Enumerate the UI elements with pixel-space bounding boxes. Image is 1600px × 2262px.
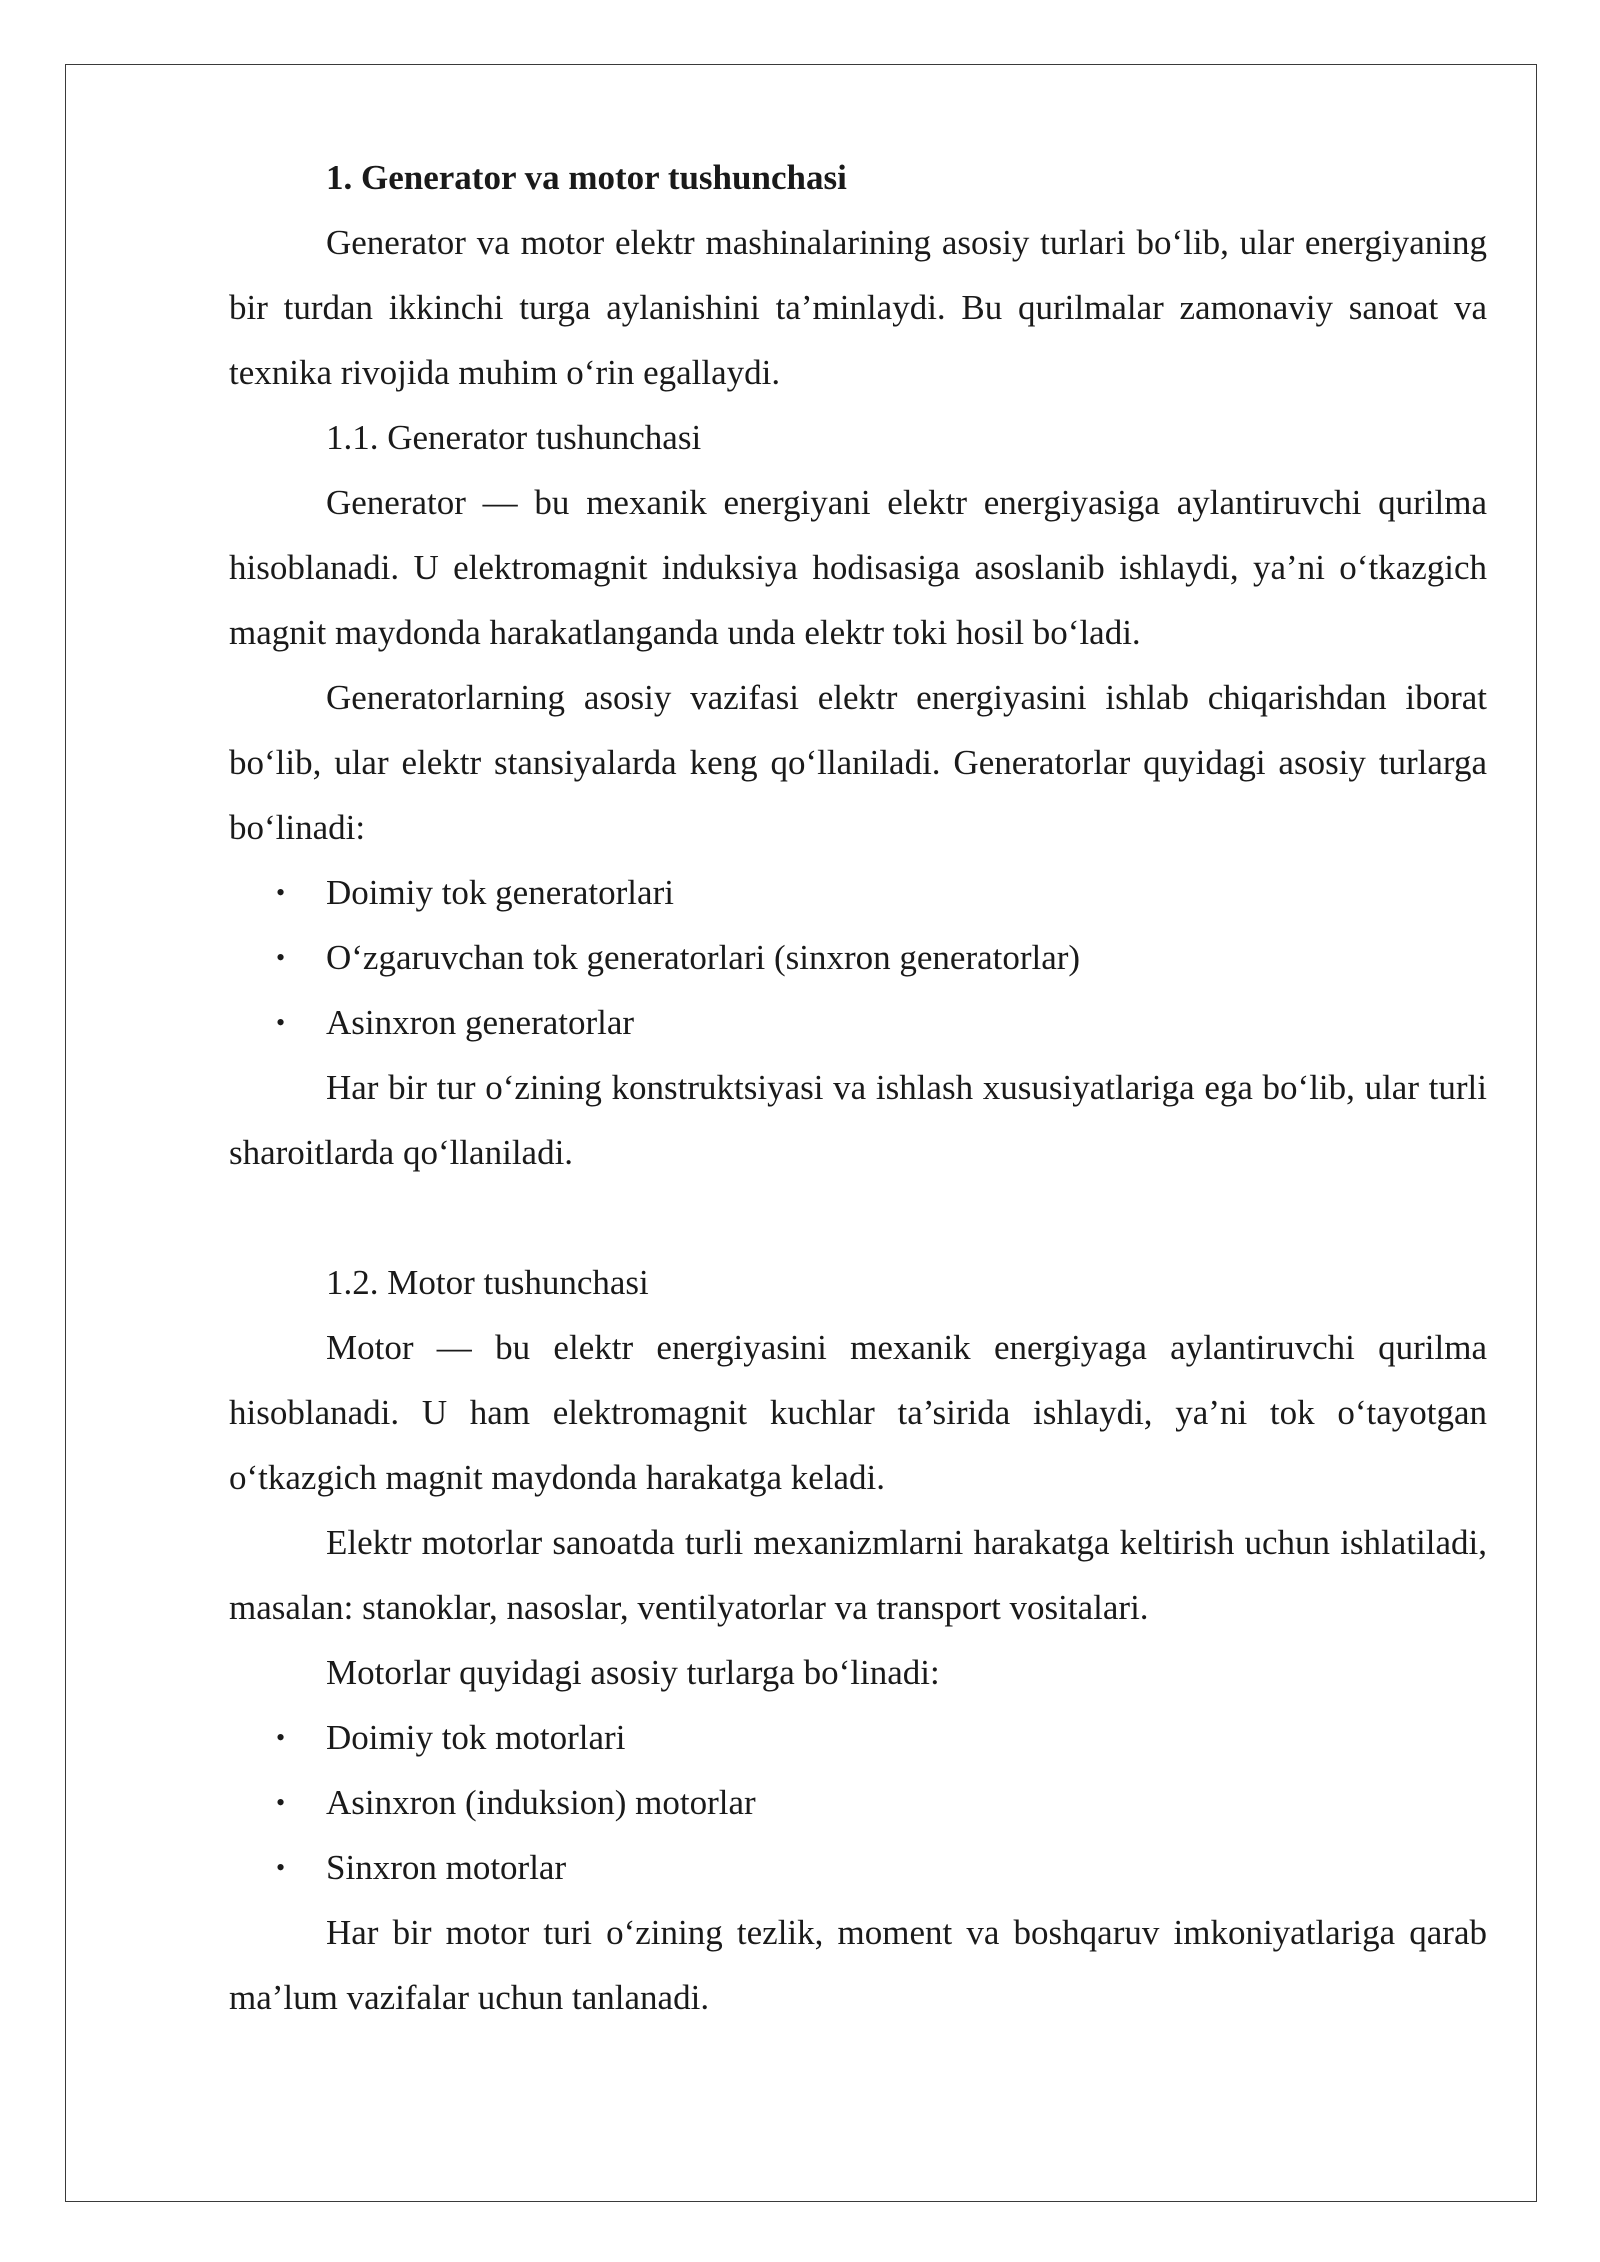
motor-conclusion-paragraph: Har bir motor turi o‘zining tezlik, moment va boshqaruv imkoniyatlariga qarab ma’lum vazifalar uchun tanlanadi. bbox=[229, 1913, 1487, 2017]
list-item-text: Asinxron generatorlar bbox=[326, 1003, 635, 1042]
list-item-text: Sinxron motorlar bbox=[326, 1848, 567, 1887]
generator-definition-paragraph: Generator — bu mexanik energiyani elektr energiyasiga aylantiruvchi qurilma hisoblanadi. U elektromagnit induksiya hodisasiga asoslanib ishlaydi, ya’ni o‘tkazgich magnit maydonda harakatlanganda unda elektr toki hosil bo‘ladi. bbox=[229, 483, 1487, 652]
generator-conclusion-paragraph: Har bir tur o‘zining konstruktsiyasi va ishlash xususiyatlariga ega bo‘lib, ular turli sharoitlarda qo‘llaniladi. bbox=[229, 1068, 1487, 1172]
bullet-icon: • bbox=[276, 878, 286, 907]
section-heading: 1. Generator va motor tushunchasi bbox=[326, 158, 847, 197]
motor-types-intro: Motorlar quyidagi asosiy turlarga bo‘linadi: bbox=[326, 1653, 940, 1692]
bullet-icon: • bbox=[276, 1008, 286, 1037]
generator-types-list bbox=[229, 860, 1487, 1055]
list-item bbox=[229, 990, 1487, 1055]
generator-subheading: 1.1. Generator tushunchasi bbox=[326, 418, 702, 457]
list-item bbox=[229, 1835, 1487, 1900]
blank-line bbox=[229, 1185, 1487, 1250]
list-item-text: O‘zgaruvchan tok generatorlari (sinxron generatorlar) bbox=[326, 938, 1081, 977]
motor-definition-paragraph: Motor — bu elektr energiyasini mexanik energiyaga aylantiruvchi qurilma hisoblanadi. U ham elektromagnit kuchlar ta’sirida ishlaydi, ya’ni tok o‘tayotgan o‘tkazgich magnit maydonda harakatga keladi. bbox=[229, 1328, 1487, 1497]
motor-types-list bbox=[229, 1705, 1487, 1900]
motor-usage-paragraph: Elektr motorlar sanoatda turli mexanizmlarni harakatga keltirish uchun ishlatiladi, masalan: stanoklar, nasoslar, ventilyatorlar va transport vositalari. bbox=[229, 1523, 1487, 1627]
list-item-text: Doimiy tok motorlari bbox=[326, 1718, 626, 1757]
document-body bbox=[229, 145, 1487, 2030]
bullet-icon: • bbox=[276, 1723, 286, 1752]
list-item bbox=[229, 925, 1487, 990]
bullet-icon: • bbox=[276, 1853, 286, 1882]
bullet-icon: • bbox=[276, 943, 286, 972]
intro-paragraph: Generator va motor elektr mashinalarining asosiy turlari bo‘lib, ular energiyaning bir turdan ikkinchi turga aylanishini ta’minlaydi. Bu qurilmalar zamonaviy sanoat va texnika rivojida muhim o‘rin egallaydi. bbox=[229, 223, 1487, 392]
generator-purpose-paragraph: Generatorlarning asosiy vazifasi elektr energiyasini ishlab chiqarishdan iborat bo‘lib, ular elektr stansiyalarda keng qo‘llaniladi. Generatorlar quyidagi asosiy turlarga bo‘linadi: bbox=[229, 678, 1487, 847]
list-item-text: Asinxron (induksion) motorlar bbox=[326, 1783, 756, 1822]
motor-subheading: 1.2. Motor tushunchasi bbox=[326, 1263, 649, 1302]
list-item-text: Doimiy tok generatorlari bbox=[326, 873, 674, 912]
list-item bbox=[229, 1705, 1487, 1770]
list-item bbox=[229, 860, 1487, 925]
list-item bbox=[229, 1770, 1487, 1835]
bullet-icon: • bbox=[276, 1788, 286, 1817]
